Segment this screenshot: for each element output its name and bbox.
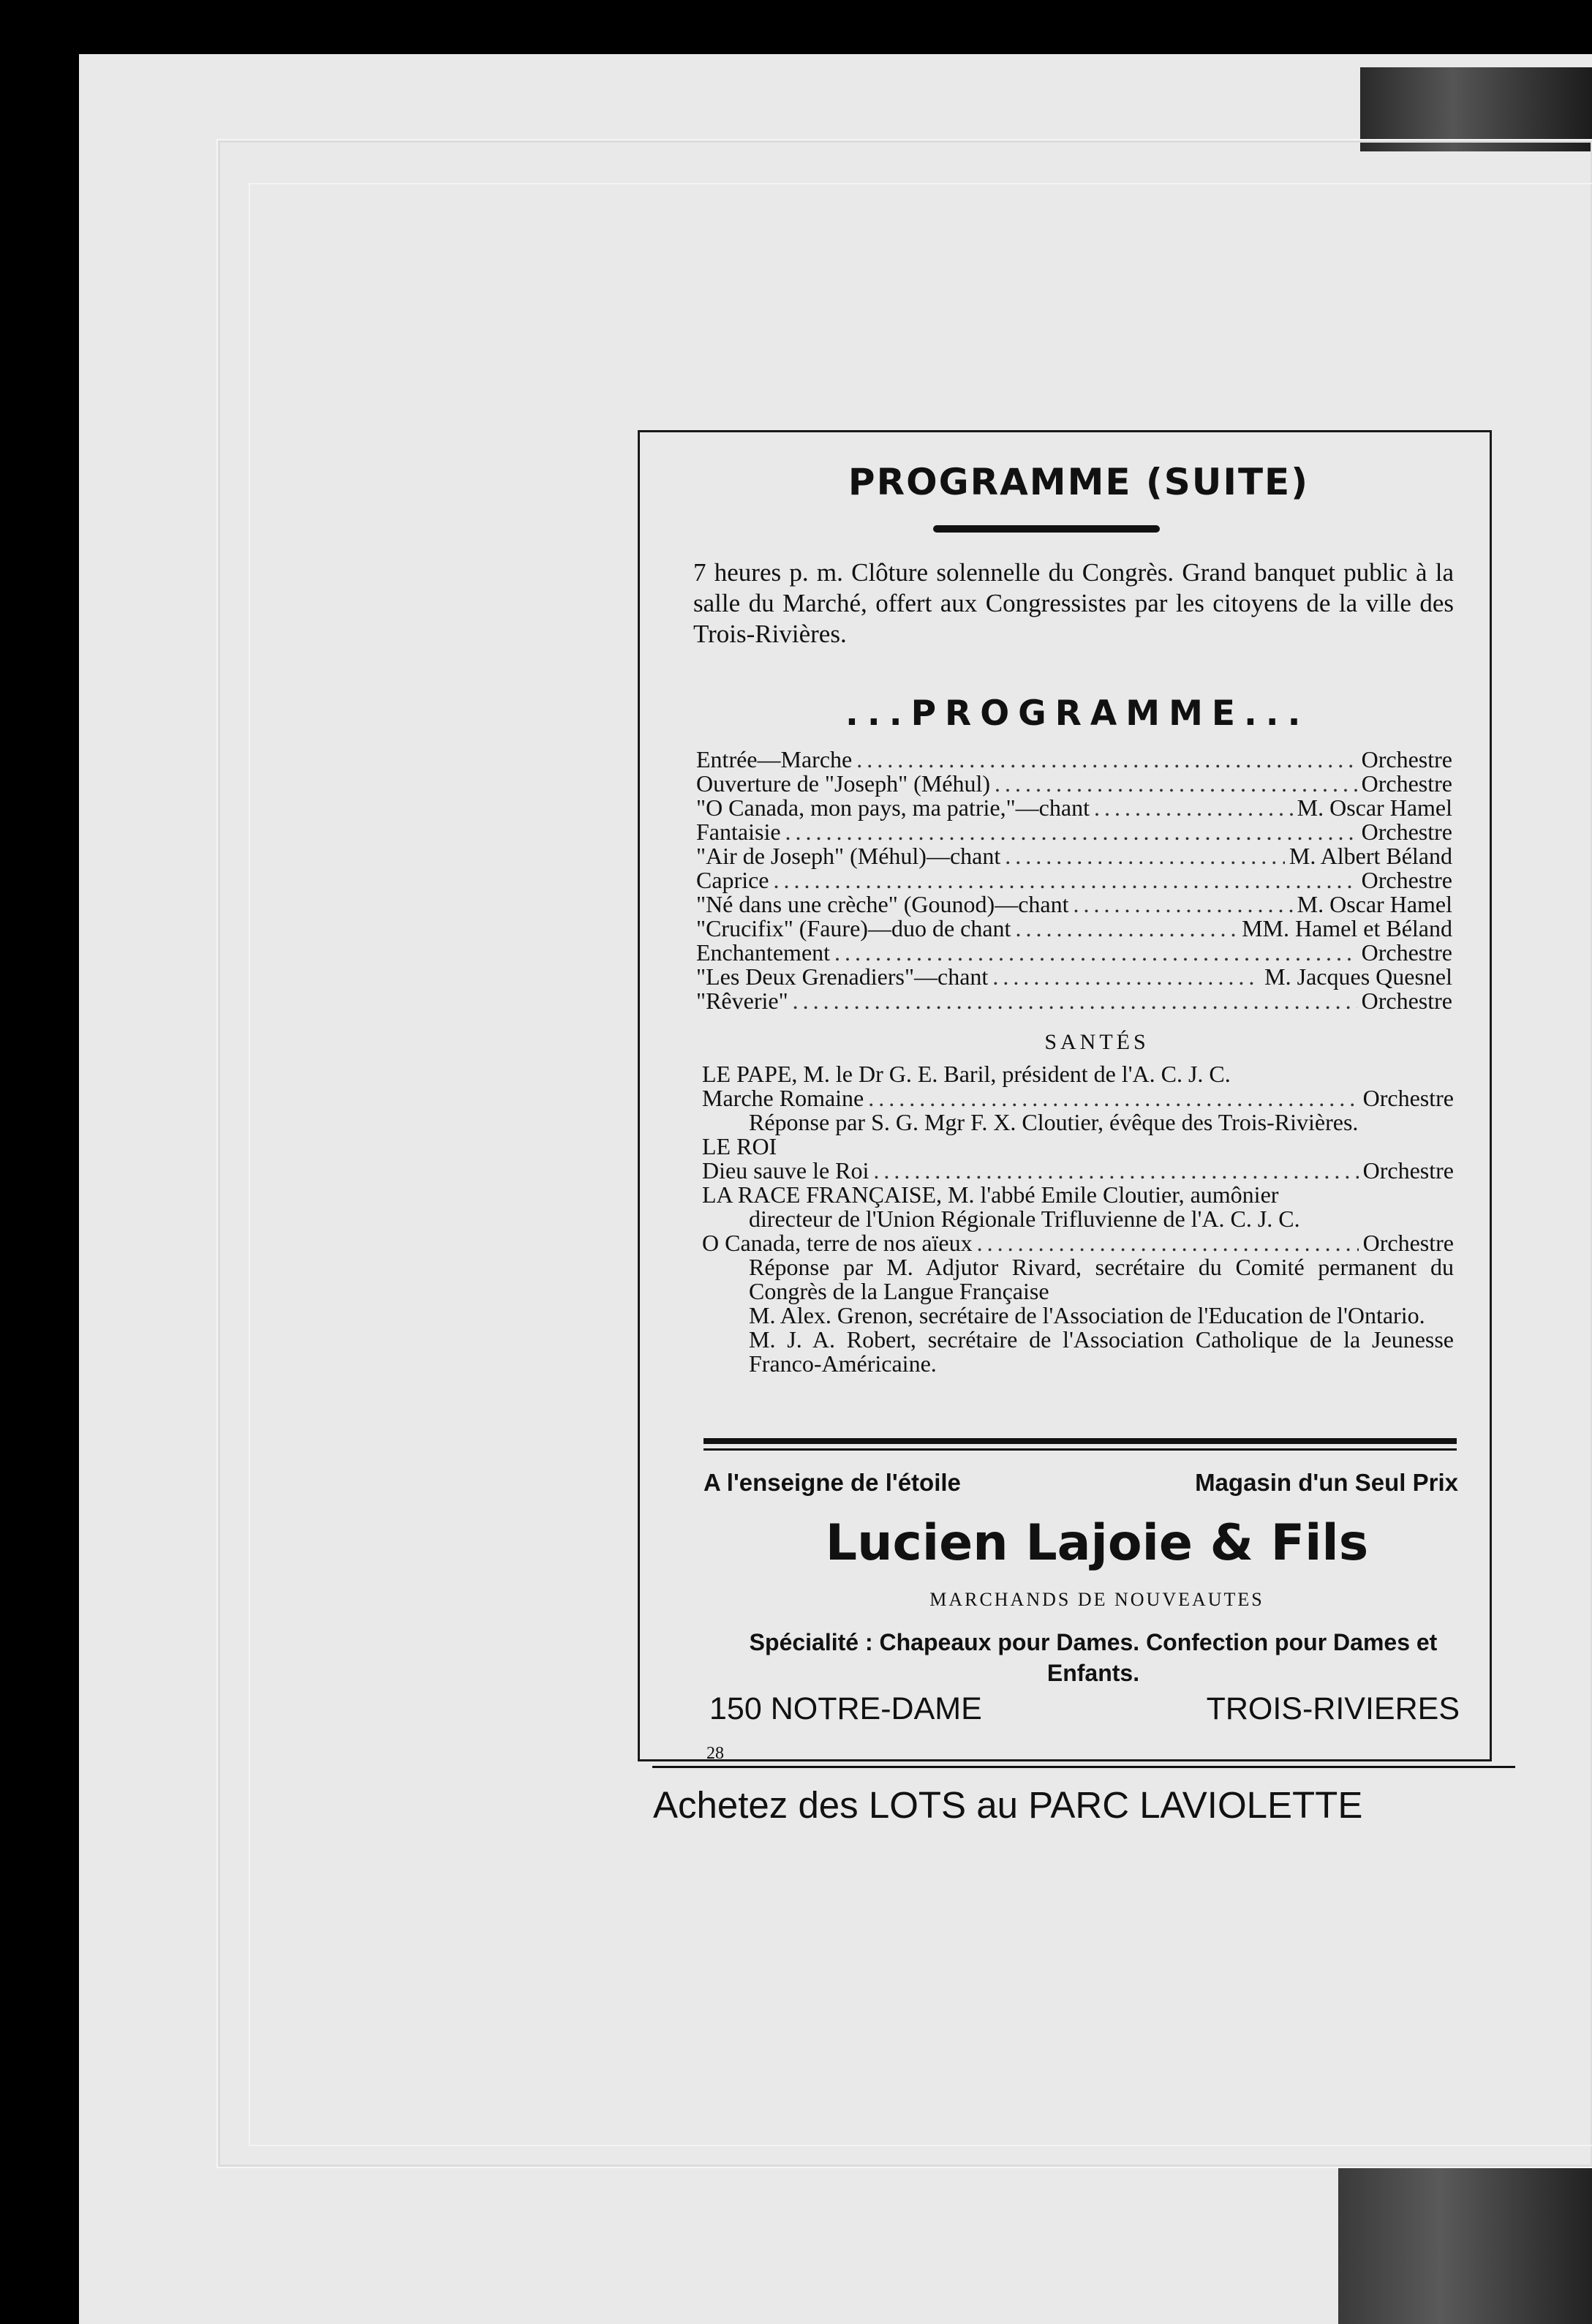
toast-music: O Canada, terre de nos aïeux ..... Orchestre bbox=[702, 1231, 1454, 1255]
toast-response: Réponse par M. Adjutor Rivard, secrétaire du Comité permanent du Congrès de la Langue Française bbox=[749, 1254, 1454, 1304]
programme-item: "O Canada, mon pays, ma patrie,"—chant ..... M. Oscar Hamel bbox=[696, 796, 1452, 820]
toast-race: LA RACE FRANÇAISE, M. l'abbé Emile Cloutier, aumônier bbox=[702, 1181, 1279, 1208]
toast-response: M. J. A. Robert, secrétaire de l'Association Catholique de la Jeunesse Franco-Américaine. bbox=[749, 1326, 1454, 1377]
ad-firm-name: Lucien Lajoie & Fils bbox=[825, 1514, 1369, 1572]
intro-time: 7 heures p. m. bbox=[693, 558, 843, 587]
programme-item: Entrée—Marche ..... Orchestre bbox=[696, 748, 1452, 772]
programme-item: "Crucifix" (Faure)—duo de chant ..... MM. Hamel et Béland bbox=[696, 917, 1452, 941]
programme-item: "Rêverie" ..... Orchestre bbox=[696, 989, 1452, 1013]
ad-specialty: Spécialité : Chapeaux pour Dames. Confection pour Dames et Enfants. bbox=[749, 1629, 1438, 1686]
programme-item: "Né dans une crèche" (Gounod)—chant ..... M. Oscar Hamel bbox=[696, 892, 1452, 917]
page-title: PROGRAMME (SUITE) bbox=[848, 461, 1310, 503]
bottom-rule bbox=[652, 1766, 1515, 1768]
programme-item: Enchantement ..... Orchestre bbox=[696, 941, 1452, 965]
programme-heading: ...PROGRAMME... bbox=[845, 693, 1310, 734]
toasts-list bbox=[702, 1062, 1454, 1376]
ad-city: TROIS-RIVIERES bbox=[1206, 1691, 1460, 1726]
separator-rule-thin bbox=[703, 1448, 1457, 1451]
toast-roi: LE ROI bbox=[702, 1133, 777, 1159]
ad-slogan-right: Magasin d'un Seul Prix bbox=[1195, 1469, 1458, 1496]
title-rule bbox=[933, 525, 1160, 533]
programme-item: Ouverture de "Joseph" (Méhul) ..... Orchestre bbox=[696, 772, 1452, 796]
page-number: 28 bbox=[706, 1744, 724, 1763]
ad-address: 150 NOTRE-DAME bbox=[709, 1691, 982, 1726]
tagline: Achetez des LOTS au PARC LAVIOLETTE bbox=[653, 1784, 1363, 1826]
scan-edge-bottom bbox=[1338, 2165, 1592, 2324]
toast-music: Dieu sauve le Roi ..... Orchestre bbox=[702, 1159, 1454, 1183]
toast-pape: LE PAPE, M. le Dr G. E. Baril, président de l'A. C. J. C. bbox=[702, 1061, 1231, 1087]
intro-text: Clôture solennelle du Congrès. Grand banquet public à la salle du Marché, offert aux Congressistes par les citoyens de la ville des Trois-Rivières. bbox=[693, 558, 1454, 648]
programme-item: "Les Deux Grenadiers"—chant ..... M. Jacques Quesnel bbox=[696, 965, 1452, 989]
toast-race-cont: directeur de l'Union Régionale Trifluvienne de l'A. C. J. C. bbox=[749, 1206, 1300, 1232]
programme-item: Caprice ..... Orchestre bbox=[696, 868, 1452, 892]
toast-response: M. Alex. Grenon, secrétaire de l'Association de l'Education de l'Ontario. bbox=[749, 1302, 1425, 1328]
intro-paragraph bbox=[693, 557, 1454, 650]
ad-trade: MARCHANDS DE NOUVEAUTES bbox=[929, 1589, 1264, 1610]
santes-heading: SANTÉS bbox=[1044, 1030, 1150, 1054]
programme-list bbox=[696, 748, 1452, 1013]
separator-rule bbox=[703, 1438, 1457, 1444]
programme-item: Fantaisie ..... Orchestre bbox=[696, 820, 1452, 844]
toast-music: Marche Romaine ..... Orchestre bbox=[702, 1086, 1454, 1110]
programme-item: "Air de Joseph" (Méhul)—chant ..... M. Albert Béland bbox=[696, 844, 1452, 868]
toast-response: Réponse par S. G. Mgr F. X. Cloutier, évêque des Trois-Rivières. bbox=[749, 1109, 1359, 1135]
ad-slogan-left: A l'enseigne de l'étoile bbox=[703, 1469, 961, 1496]
